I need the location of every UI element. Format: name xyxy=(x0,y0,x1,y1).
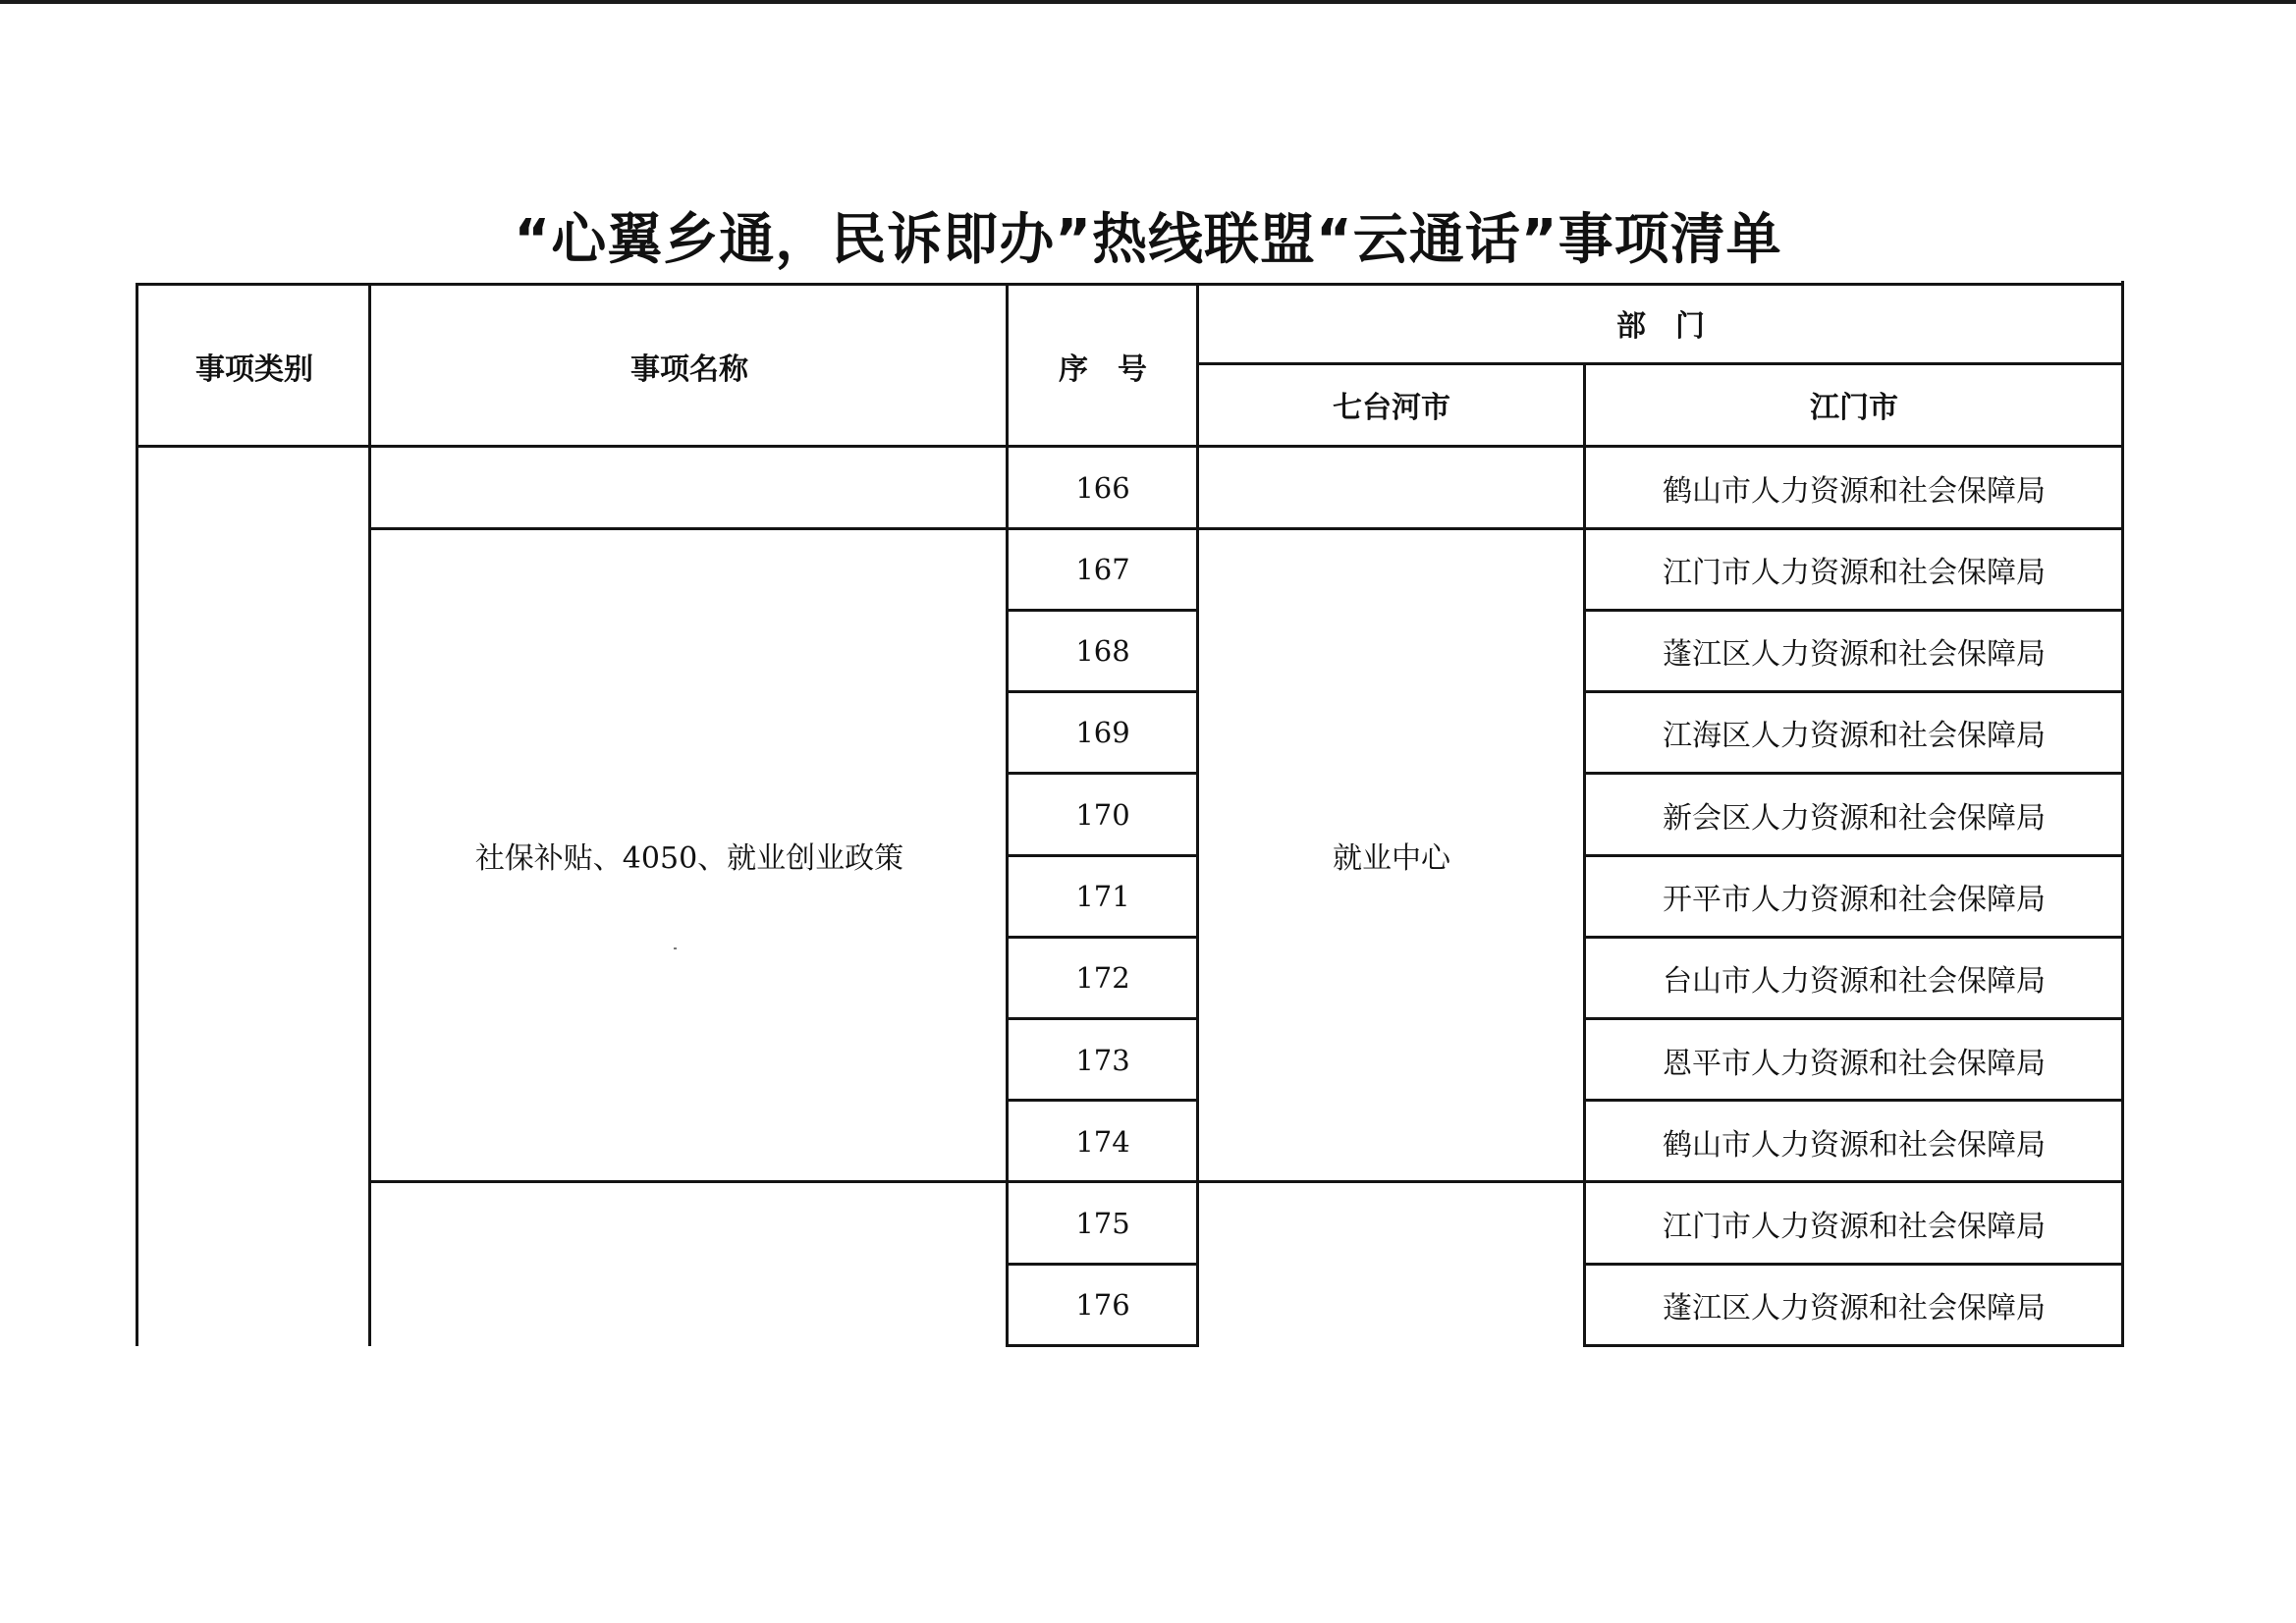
department-jiangmen-cell: 江门市人力资源和社会保障局 xyxy=(1663,555,2046,590)
department-jiangmen-cell: 蓬江区人力资源和社会保障局 xyxy=(1663,637,2046,673)
table-rule xyxy=(2121,281,2124,1347)
table-rule xyxy=(1006,1017,1199,1020)
table-rule xyxy=(1583,1017,2124,1020)
table-rule xyxy=(136,283,138,1346)
document-title: “心翼乡通，民诉即办”热线联盟“云通话”事项清单 xyxy=(514,208,1782,272)
scan-speck xyxy=(674,947,677,949)
seq-cell: 172 xyxy=(1075,961,1130,996)
table-rule xyxy=(1006,1263,1199,1266)
table-rule xyxy=(1583,690,2124,693)
header-city-jiangmen: 江门市 xyxy=(1810,391,1898,425)
table-rule xyxy=(1006,283,1009,1347)
table-rule xyxy=(136,283,2124,286)
department-jiangmen-cell: 开平市人力资源和社会保障局 xyxy=(1663,882,2046,917)
seq-cell: 176 xyxy=(1075,1288,1130,1323)
scan-top-edge xyxy=(0,0,2296,4)
table-rule xyxy=(368,283,371,1346)
table-rule xyxy=(1006,1344,1199,1347)
seq-cell: 171 xyxy=(1075,879,1130,913)
department-jiangmen-cell: 蓬江区人力资源和社会保障局 xyxy=(1663,1291,2046,1326)
table-rule xyxy=(136,445,2124,448)
seq-cell: 167 xyxy=(1075,552,1130,586)
seq-cell: 175 xyxy=(1075,1207,1130,1241)
seq-cell: 168 xyxy=(1075,634,1130,669)
department-jiangmen-cell: 恩平市人力资源和社会保障局 xyxy=(1663,1046,2046,1081)
table-rule xyxy=(1006,772,1199,775)
table-rule xyxy=(1196,283,1199,1347)
header-category: 事项类别 xyxy=(195,352,313,387)
header-seq: 序 号 xyxy=(1059,352,1147,387)
seq-cell: 173 xyxy=(1075,1043,1130,1077)
table-rule xyxy=(368,527,2124,530)
table-rule xyxy=(1583,1344,2124,1347)
header-item-name: 事项名称 xyxy=(630,352,748,387)
department-jiangmen-cell: 江海区人力资源和社会保障局 xyxy=(1663,719,2046,754)
header-city-qitaihe: 七台河市 xyxy=(1333,391,1450,425)
header-department: 部 门 xyxy=(1616,309,1705,344)
seq-cell: 174 xyxy=(1075,1124,1130,1159)
department-jiangmen-cell: 江门市人力资源和社会保障局 xyxy=(1663,1210,2046,1245)
table-rule xyxy=(1006,1099,1199,1102)
table-rule xyxy=(1583,609,2124,612)
seq-cell: 170 xyxy=(1075,797,1130,832)
department-jiangmen-cell: 鹤山市人力资源和社会保障局 xyxy=(1663,1127,2046,1163)
table-rule xyxy=(1583,1263,2124,1266)
table-rule xyxy=(1583,1099,2124,1102)
table-rule xyxy=(1006,609,1199,612)
department-qitaihe-cell: 就业中心 xyxy=(1333,840,1450,876)
table-rule xyxy=(368,1180,2124,1183)
table-rule xyxy=(1006,690,1199,693)
table-rule xyxy=(1196,362,2124,365)
department-jiangmen-cell: 新会区人力资源和社会保障局 xyxy=(1663,800,2046,836)
table-rule xyxy=(1583,772,2124,775)
table-rule xyxy=(1583,936,2124,939)
table-rule xyxy=(1006,854,1199,857)
department-jiangmen-cell: 鹤山市人力资源和社会保障局 xyxy=(1663,473,2046,509)
item-name-cell: 社保补贴、4050、就业创业政策 xyxy=(474,840,904,876)
table-rule xyxy=(1583,854,2124,857)
table-rule xyxy=(1006,936,1199,939)
seq-cell: 169 xyxy=(1075,716,1130,750)
department-jiangmen-cell: 台山市人力资源和社会保障局 xyxy=(1663,964,2046,1000)
seq-cell: 166 xyxy=(1075,470,1130,505)
